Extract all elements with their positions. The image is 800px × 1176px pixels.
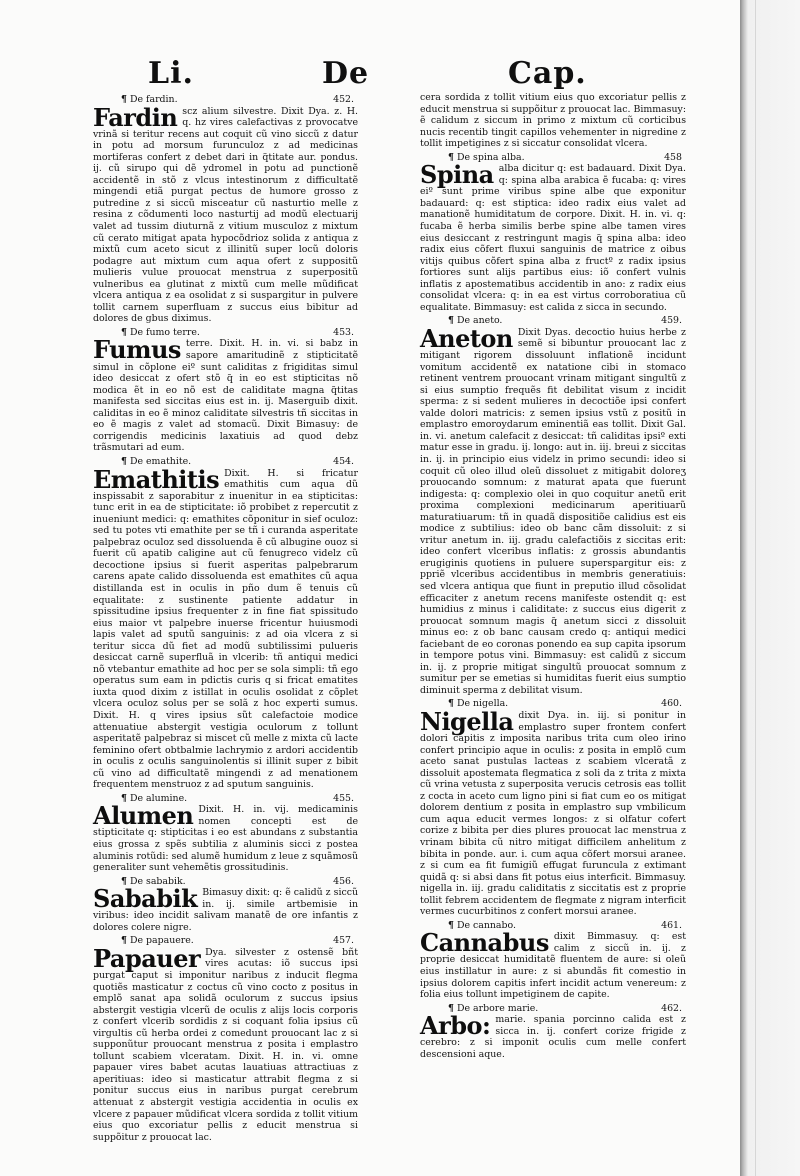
- rubric-label: De nigella.: [456, 698, 509, 710]
- entry-headword: Aneton: [420, 323, 513, 353]
- rubric-label: De emathite.: [129, 455, 192, 467]
- running-head-de: De: [322, 56, 370, 91]
- running-head-cap: Cap.: [508, 56, 587, 91]
- page-gutter: [740, 0, 800, 1176]
- rubric-label: De arbore marie.: [456, 1002, 539, 1014]
- rubric-label: De sababik.: [129, 875, 186, 887]
- entry-text: Dixit Dyas. decoctio huius herbe z semẽ si bibuntur prouocant lac z mitigant rigorem dissoluunt inflationẽ incidunt vomitum accidentẽ ex natatione cibi in stomaco retinent ventrem prouocant vrinam mitigant singultũ z si eius sumptio frequẽs fit debilitat visum z incidit sperma: z si sedent mulieres in decoctiõe ipsi confert valde dolori matricis: z semen ipsius vstũ z positũ in emplastro emoroydarum eminentiã eas tollit. Dixit Gal. in. vi. anetum calefacit z desiccat: tñ caliditas ipsiº exti matur esse in gradu. ij. longo: aut in. iij. breui z siccitas in. ij. in principio eius videlz in primo secundi: ideo si coquit cũ oleo illud oleũ dissoluet z mitigabit doloreʒ prouocando somnum: z maturat apata que fuerunt indigesta: q: complexio olei in quo coquitur anetũ erit proxima complexioni medicinarum aperitiuarũ maturatiuarum: tñ in quadã dispositiõe calidius est eis modice z subtilius: ideo ob banc cãm dissoluit: z si vritur anetum in. iij. gradu calefactiõis z siccitas erit: ideo confert vlceribus inflatis: z grossis abundantis erugiginis quotiens in puluere superspargitur eis: z ppriẽ vlceribus accidentibus in membris generatiuis: sed vlcera antiqua que fiunt in preputio illud cõsolidat efficaciter z anetum recens manifeste ostendit q: est humidius z minus i caliditate: z succus eius digerit z prouocat somnum magis q̃ anetum sicci z dissoluit minus eo: z ob banc causam credo q: antiqui medici faciebant de eo coronas ponendo ea sup capita ipsorum in tempore potus vini. Bimmasuy: est calidũ z siccum in. ij. z proprie mitigat singultũ prouocat somnum z sumitur per se emetias si humiditas fuerit eius sumptio diminuit sperma z debilitat visum.: [420, 326, 686, 696]
- adjacent-page-edge: [755, 0, 756, 1176]
- rubric-label: De fardin.: [129, 94, 178, 105]
- entry-aneton: [420, 323, 686, 710]
- chapter-number: 461.: [661, 919, 682, 931]
- entry-headword: Papauer: [93, 943, 201, 973]
- chapter-number: 457.: [333, 935, 354, 947]
- chapter-rubric: [420, 920, 686, 932]
- entry-papauer: [93, 943, 358, 1143]
- entry-headword: Fardin: [93, 102, 178, 132]
- chapter-rubric: [420, 698, 686, 710]
- entry-text: dixit Bimmasuy. q: est calim z siccũ in. ij. z proprie desiccat humiditatẽ fluentem de aure: si oleũ eius instillatur in aure: z si abundãs fit comestio in ipsius dolorem capitis infert incidit actum venereum: z folia eius tollunt impetiginem de capite.: [420, 931, 686, 1001]
- rubric-label: De spina alba.: [456, 151, 525, 163]
- pilcrow-icon: ¶: [121, 792, 127, 804]
- entry-text: marie. spania porcinno calida est z sicca in. ij. confert corize frigide z cerebro: z si imponit oculis cum melle confert descensioni aque.: [420, 1014, 686, 1060]
- entry-text: Bimasuy dixit: q: ẽ calidũ z siccũ in. ij. simile artbemisie in viribus: ideo incidit salivam manatẽ de ore infantis z dolores colere nigre.: [93, 887, 358, 933]
- chapter-rubric: [93, 94, 358, 106]
- chapter-number: 462.: [661, 1002, 682, 1014]
- rubric-label: De alumine.: [129, 792, 188, 804]
- chapter-rubric: [93, 935, 358, 947]
- pilcrow-icon: ¶: [448, 151, 454, 163]
- entry-headword: Nigella: [420, 706, 514, 736]
- entry-text: alba dicitur q: est badauard. Dixit Dya. q: spina alba arabica ẽ fucaba: q: vires eiº sunt prime viribus spine albe que exponitur badauard: q: est stiptica: ideo radix eius valet ad manationẽ humiditatum de corpore. Dixit. H. in. vi. q: fucaba ẽ herba similis berbe spine albe tamen vires eius desiccant z restringunt magis q̃ spina alba: ideo radix eius cõfert fluxui sanguinis de matrice z oibus vitijs quibus cõfert spina alba z fructº z radix ipsius fortiores sunt alijs partibus eius: iõ confert vulnis inflatis z apostematibus accidentib in ano: z radix eius consolidat vlcera: q: in ea est virtus corroboratiua cũ equalitate. Bimmasuy: est calida z sicca in secundo.: [420, 163, 686, 313]
- pilcrow-icon: ¶: [121, 326, 127, 338]
- running-head-folio: Li.: [148, 56, 194, 91]
- chapter-number: 452.: [333, 94, 354, 105]
- entry-spina: [420, 160, 686, 327]
- entry-sababik: [93, 884, 358, 947]
- chapter-number: 458: [664, 151, 682, 163]
- pilcrow-icon: ¶: [448, 1002, 454, 1014]
- pilcrow-icon: ¶: [121, 935, 127, 947]
- rubric-label: De fumo terre.: [129, 326, 200, 338]
- entry-headword: Arbo:: [420, 1011, 491, 1041]
- right-text-column: [420, 92, 686, 1060]
- rubric-label: De cannabo.: [456, 919, 516, 931]
- entry-emathitis: [93, 464, 358, 805]
- entry-headword: Emathitis: [93, 464, 220, 494]
- continued-text: cera sordida z tollit vitium eius quo excoriatur pellis z educit menstrua si suppõitur z prouocat lac. Bimmasuy: ẽ calidum z siccum in primo z mixtum cũ corticibus nucis recentib tingit capillos vehementer in nigredine z tollit impetigines z si siccatur consolidat vlcera.: [420, 92, 686, 150]
- entry-fumus: [93, 335, 358, 467]
- chapter-number: 454.: [333, 455, 354, 467]
- chapter-number: 460.: [661, 698, 682, 710]
- chapter-rubric: [93, 793, 358, 805]
- entry-nigella: [420, 706, 686, 931]
- entry-text: scz alium silvestre. Dixit Dya. z. H. q. hz vires calefactivas z provocatve vrinã si teritur recens aut coquit cũ vino siccũ z datur in potu ad morsum furunculoz z ad medicinas mortiferas confert z debet dari in q̃titate aur. pondus. ij. cũ sirupo qui dẽ ydromel in potu ad punctionẽ accidentẽ in stõ z vlcus intestinorum z difficultatẽ mingendi etiã purgat pectus de humore grosso z putredine z si siccũ misceatur cũ nasturtio melle z resina z cõdumenti loco nasturtij ad modũ electuarij valet ad tussim diuturnã z vitium musculoz z mixtum cũ cerato mitigat apata hypocõdrioz solida z antiqua z mixtũ cum aceto sicut z illinitũ super locũ doloris podagre aut mixtum cum aqua ofert z suppositũ mulieris vulue prouocat menstrua z superpositũ vulneribus ea glutinat z mixtũ cum melle mũdificat vlcera antiqua z ea osolidat z si suspargitur in pulvere tollit carnem superfluam z succus eius bibitur ad dolores de gbus diximus.: [93, 105, 358, 325]
- entry-alumen: [93, 801, 358, 887]
- chapter-rubric: [420, 315, 686, 327]
- chapter-rubric: [93, 456, 358, 468]
- entry-text: Dya. silvester z ostensẽ bñt vires acutas: iõ succus ipsi purgat caput si imponitur naribus z inducit flegma quotiẽs masticatur z coctus cũ vino cocto z positus in emplõ sanat apa solidã oculorum z succus ipsius abstergit vestigia vlcerũ de oculis z alijs locis corporis z confert vlcerib sordidis z si coquant folia ipsius cũ virgultis cũ herba ordei z comedunt prouocant lac z si supponũtur prouocant menstrua z posita i emplastro tollunt scabiem vlceratam. Dixit. H. in. vi. omne papauer vires babet acutas lauatiuas attractiuas z aperitiuas: ideo si masticatur attrabit flegma z si ponitur succus eius in naribus purgat cerebrum attenuat z abstergit vestigia accidentia in oculis ex vlcere z papauer mũdificat vlcera sordida z tollit vitium eius quo excoriatur pellis z educit menstrua si suppõitur z prouocat lac.: [93, 946, 358, 1143]
- entry-headword: Alumen: [93, 801, 194, 831]
- chapter-rubric: [93, 327, 358, 339]
- entry-text: terre. Dixit. H. in. vi. si babz in sapore amaritudinẽ z stipticitatẽ simul in cõplone eiº sunt caliditas z frigiditas simul ideo desiccat z ofert stõ q̃ in eo est stipticitas nõ modica ẽt in eo nõ est de caliditate magna q̃titas manifesta sed siccitas eius est in. ij. Maserguib dixit. caliditas in eo ẽ minoz caliditate silvestris tñ siccitas in eo ẽ magis z valet ad stomacũ. Dixit Bimasuy: de corrigendis medicinis laxatiuis ad quod debz trãsmutari ad eum.: [93, 338, 358, 454]
- entry-text: dixit Dya. in. iij. si ponitur in emplastro super frontem confert dolori capitis z imposita naribus trita cum oleo irino confert principio aque in oculis: z posita in emplõ cum aceto sanat pustulas lacteas z scabiem vlceratã z dissoluit apostemata flegmatica z soli da z trita z mixta cũ vrina vetusta z superposita verucis cetrosis eas tollit z cocta in aceto cum ligno pini si fiat cum eo os mitigat dolorem dentium z posita in emplastro sup vmbilicum cum aqua educit vermes longos: z si olfatur cofert corize z bibita per dies plures prouocat lac menstrua z vrinam bibita cũ nitro mitigat difficilem anhelitum z bibita in ponde. aur. i. cum aqua cõfert morsui aranee. z si cum ea fit fumigiũ effugat furuncula z extimant quidã q: si absi dans fit potus eius interficit. Bimmasuy. nigella in. iij. gradu caliditatis z siccitatis est z proprie tollit febrem accidentem de flegmate z nigram interficit vermes cucurbitinos z confert morsui aranee.: [420, 709, 686, 918]
- entry-headword: Sababik: [93, 884, 198, 914]
- entry-headword: Fumus: [93, 335, 181, 365]
- pilcrow-icon: ¶: [121, 94, 127, 105]
- entry-headword: Spina: [420, 160, 494, 190]
- entry-text: Dixit. H. si fricatur emathitis cum aqua dũ inspissabit z saporabitur z inuenitur in ea stipticitas: tunc erit in ea de stipticitate: iõ probibet z repercutit z inueniunt medici: q: emathites cõponitur in sief oculoz: sed tu potes vti emathite per se tñ i curanda asperitate palpebraz oculoz sed dissoluenda ẽ cũ albugine ouoz si fuerit cũ apatib caligine aut cũ fenugreco videlz cũ decoctione ipsius si fuerit asperitas palpebrarum carens apate calido dissoluenda est emathites cũ aqua distillanda est in oculis in pño dum ẽ tenuis cũ equalitate: z sustinente patiente addatur in spissitudine ipsius frequenter z in fine fiat spissitudo eius maior vt palpebre inuerse fricentur huiusmodi lapis valet ad sputũ sanguinis: z ad oia vlcera z si teritur sicca dũ fiet ad modũ subtilissimi pulueris desiccat carnẽ superfluã in vlcerib: tñ antiqui medici nõ vtebantur emathite ad hoc per se sola simpli: tñ ego operatus sum eam in pdictis curis q si fricat ematites iuxta quod dixim z istillat in oculis osolidat z cõplet vlcera oculoz solus per se solã z hoc experti sumus. Dixit. H. q vires ipsius sũt calefactoie modice attenuatiue abstergit vestigia oculorum z tollunt asperitatẽ palpebraz si miscet cũ melle z mixta cũ lacte feminino ofert obtbalmie lachrymio z ardori accidentib in oculis z oculis sanguinolentis si illinit super z bibit cũ vino ad difficultatẽ mingendi z ad menationem frequentem menstruoz z ad sputum sanguinis.: [93, 467, 358, 791]
- pilcrow-icon: ¶: [448, 315, 454, 327]
- chapter-number: 459.: [661, 315, 682, 327]
- entry-cannabus: [420, 928, 686, 1014]
- chapter-rubric: [420, 1003, 686, 1015]
- pilcrow-icon: ¶: [121, 455, 127, 467]
- rubric-label: De aneto.: [456, 315, 503, 327]
- entry-headword: Cannabus: [420, 928, 549, 958]
- left-text-column: [93, 92, 358, 1143]
- entry-arbor: [420, 1011, 686, 1060]
- chapter-number: 455.: [333, 792, 354, 804]
- chapter-number: 453.: [333, 326, 354, 338]
- chapter-number: 456.: [333, 875, 354, 887]
- pilcrow-icon: ¶: [448, 698, 454, 710]
- chapter-rubric: [93, 876, 358, 888]
- entry-fardin: [93, 102, 358, 339]
- pilcrow-icon: ¶: [448, 919, 454, 931]
- entry-text: Dixit. H. in. vij. medicaminis nomen concepti est de stipticitate q: stipticitas i eo est abundans z substantia eius grossa z spẽs subtilia z aluminis sicci z postea aluminis rotũdi: sed alumẽ humidum z leue z squãmosũ generaliter sunt vehemẽtis grossitudinis.: [93, 804, 358, 874]
- pilcrow-icon: ¶: [121, 875, 127, 887]
- rubric-label: De papauere.: [129, 935, 194, 947]
- chapter-rubric: [420, 152, 686, 164]
